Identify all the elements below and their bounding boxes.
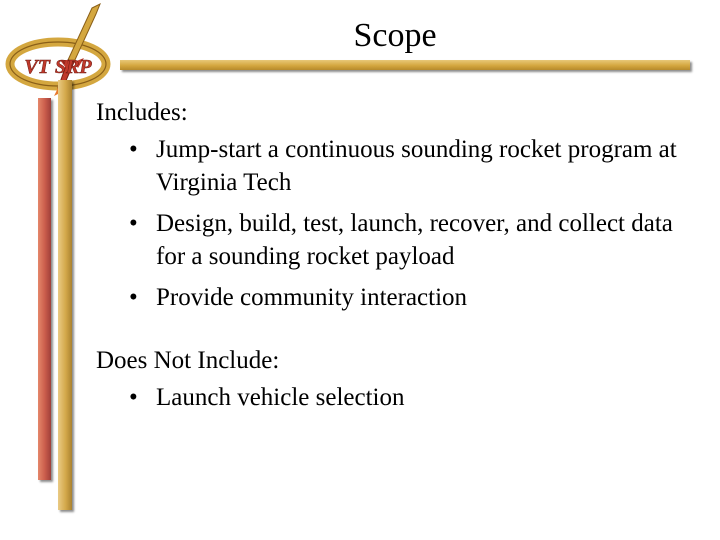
- bullet-text: Launch vehicle selection: [156, 384, 405, 411]
- bullet-text: Jump-start a continuous sounding rocket program at Virginia Tech: [156, 136, 677, 196]
- does-not-include-bullet-list: [96, 381, 696, 414]
- bullet-item: [96, 133, 696, 199]
- bullet-glyph: •: [129, 136, 138, 163]
- bullet-glyph: •: [129, 384, 138, 411]
- bullet-text: Design, build, test, launch, recover, and collect data for a sounding rocket payload: [156, 210, 673, 270]
- left-gold-bar: [58, 80, 72, 510]
- bullet-glyph: •: [129, 210, 138, 237]
- bullet-item: [96, 281, 696, 314]
- section-heading-includes: Includes:: [96, 99, 188, 126]
- bullet-item: [96, 381, 696, 414]
- includes-bullet-list: [96, 133, 696, 314]
- left-red-bar: [38, 98, 51, 480]
- slide-title: Scope: [353, 17, 437, 54]
- logo-text: VT SRP: [24, 56, 92, 78]
- slide-content: [96, 96, 696, 422]
- bullet-glyph: •: [129, 284, 138, 311]
- title-underline-bar: [120, 60, 690, 70]
- section-heading-does-not-include: Does Not Include:: [96, 347, 280, 374]
- bullet-text: Provide community interaction: [156, 284, 468, 311]
- bullet-item: [96, 207, 696, 273]
